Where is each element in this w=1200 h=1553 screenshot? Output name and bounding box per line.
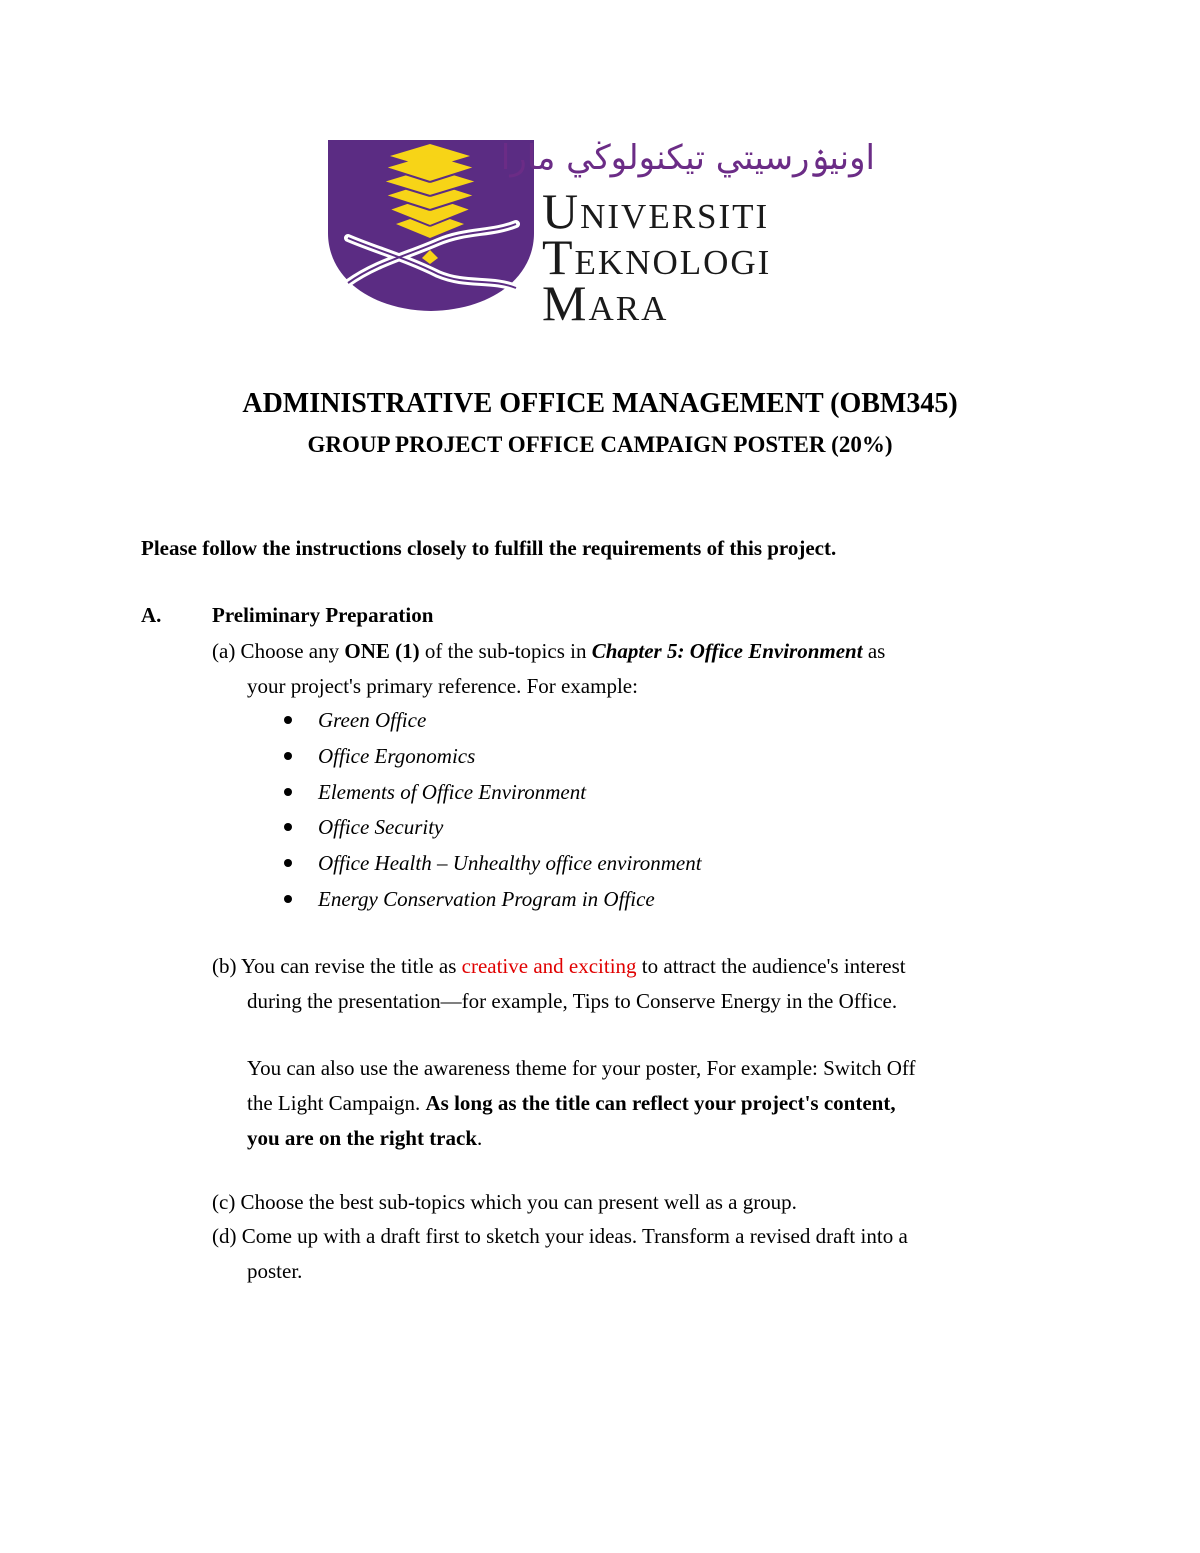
logo-line-2: Teknologi [542,229,772,285]
item-a-line-2: your project's primary reference. For example: [247,674,638,698]
list-item-text: Elements of Office Environment [318,779,587,804]
item-b-highlight: creative and exciting [461,954,637,978]
bullet-dot-icon [284,788,292,796]
item-b-end: to attract the audience's interest [636,954,906,978]
item-a-label: (a) Choose any [212,639,345,663]
bullet-dot-icon [284,716,292,724]
list-item [282,702,702,738]
item-b-para2-bold-2: you are on the right track [247,1126,478,1150]
item-d-line-2: poster. [247,1259,303,1283]
list-item-text: Office Health – Unhealthy office environment [318,851,702,876]
bullet-dot-icon [284,752,292,760]
list-item [282,774,702,810]
logo-jawi-text: اونيۏرسيتي تيكنولوڬي مارا [500,138,875,178]
item-d-line-1: (d) Come up with a draft first to sketch your ideas. Transform a revised draft into a [212,1224,908,1248]
item-a-mid: of the sub-topics in [419,639,592,663]
section-title: Preliminary Preparation [212,603,434,627]
document-subtitle: GROUP PROJECT OFFICE CAMPAIGN POSTER (20%) [307,432,893,457]
list-item [282,738,702,774]
list-item-text: Energy Conservation Program in Office [318,886,655,911]
item-b-para2-line-1: You can also use the awareness theme for your poster, For example: Switch Off [247,1056,916,1080]
section-letter: A. [141,603,162,627]
item-a-end: as [862,639,886,663]
list-item [282,845,702,881]
list-item-text: Green Office [318,708,427,732]
item-b-label: (b) You can revise the title as [212,954,462,978]
bullet-dot-icon [284,895,292,903]
bullet-dot-icon [284,823,292,831]
list-item [282,881,702,917]
item-b-para2-bold: As long as the title can reflect your project's content, [425,1091,896,1115]
item-b-line-1 [212,948,906,984]
item-b-line-2: during the presentation—for example, Tips to Conserve Energy in the Office. [247,989,898,1013]
list-item [282,809,702,845]
item-a-bold: ONE (1) [344,639,420,663]
logo-wordmark [542,183,772,331]
logo-line-3: Mara [542,275,669,331]
item-b-para2-plain: the Light Campaign. [247,1091,426,1115]
bullet-dot-icon [284,859,292,867]
item-b-para2-line-2 [247,1085,896,1121]
item-b-para2-end: . [477,1126,483,1150]
document-title: ADMINISTRATIVE OFFICE MANAGEMENT (OBM345) [242,388,958,419]
item-b-para2-line-3 [247,1120,482,1156]
logo-line-1: Universiti [542,183,770,239]
list-item-text: Office Ergonomics [318,743,476,768]
item-c: (c) Choose the best sub-topics which you can present well as a group. [212,1190,797,1214]
topic-list [282,702,702,917]
list-item-text: Office Security [318,815,444,840]
item-a-chapter: Chapter 5: Office Environment [591,639,863,663]
instruction-text: Please follow the instructions closely to fulfill the requirements of this project. [141,536,837,560]
item-a-line-1 [212,633,885,669]
